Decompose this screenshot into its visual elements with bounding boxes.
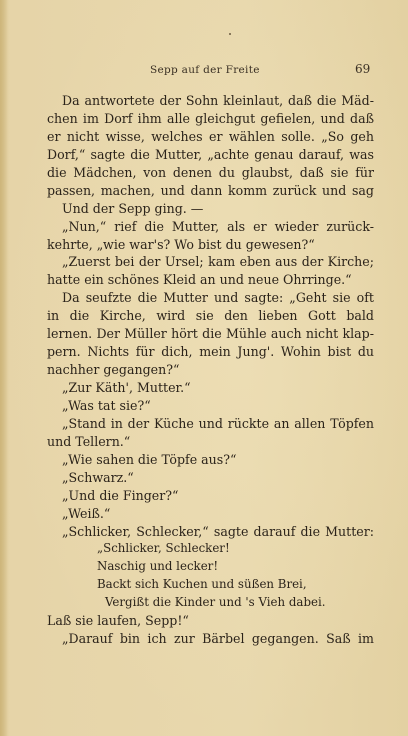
text-line: er nicht wisse, welches er wählen solle. „So geh (47, 128, 374, 144)
text-line: „Nun,“ rief die Mutter, als er wieder zurück- (62, 218, 374, 234)
text-line: „Wie sahen die Töpfe aus?“ (62, 451, 237, 467)
text-line: passen, machen, und dann komm zurück und sag (47, 182, 374, 198)
verse-line: Backt sich Kuchen und süßen Brei, (97, 577, 307, 592)
text-line: „Schlicker, Schlecker,“ sagte darauf die Mutter: (62, 523, 374, 539)
text-line: Laß sie laufen, Sepp!“ (47, 613, 189, 629)
text-line: Da seufzte die Mutter und sagte: „Geht sie oft (62, 290, 374, 306)
text-line: „Darauf bin ich zur Bärbel gegangen. Saß im (62, 631, 374, 647)
text-line: pern. Nichts für dich, mein Jung'. Wohin bist du (47, 344, 374, 360)
text-line: Dorf,“ sagte die Mutter, „achte genau darauf, was (47, 146, 374, 162)
paper-speck (229, 33, 231, 35)
text-line: „Was tat sie?“ (62, 397, 151, 413)
text-line: „Schwarz.“ (62, 469, 134, 485)
page-gutter-shadow (0, 0, 8, 736)
text-line: „Zuerst bei der Ursel; kam eben aus der Kirche; (62, 254, 374, 270)
running-header: Sepp auf der Freite (150, 64, 260, 76)
text-line: lernen. Der Müller hört die Mühle auch nicht klap- (47, 326, 374, 342)
text-line: chen im Dorf ihm alle gleichgut gefielen, und daß (47, 110, 374, 126)
text-line: hatte ein schönes Kleid an und neue Ohrringe.“ (47, 272, 352, 288)
page-number: 69 (355, 62, 371, 76)
text-line: nachher gegangen?“ (47, 362, 180, 378)
text-line: „Weiß.“ (62, 505, 111, 521)
verse-line: Naschig und lecker! (97, 559, 219, 574)
body-text (47, 92, 374, 648)
text-line: und Tellern.“ (47, 433, 131, 449)
text-line: „Stand in der Küche und rückte an allen Töpfen (62, 415, 374, 431)
verse-line: „Schlicker, Schlecker! (97, 541, 230, 556)
text-line: Und der Sepp ging. — (62, 200, 204, 216)
text-line: die Mädchen, von denen du glaubst, daß sie für (47, 164, 374, 180)
verse-line: Vergißt die Kinder und 's Vieh dabei. (105, 595, 326, 610)
text-line: „Und die Finger?“ (62, 487, 179, 503)
text-line: „Zur Käth', Mutter.“ (62, 380, 191, 395)
text-line: in die Kirche, wird sie den lieben Gott bald (47, 308, 374, 324)
text-line: kehrte, „wie war's? Wo bist du gewesen?“ (47, 236, 315, 252)
text-line: Da antwortete der Sohn kleinlaut, daß die Mäd- (62, 93, 374, 108)
